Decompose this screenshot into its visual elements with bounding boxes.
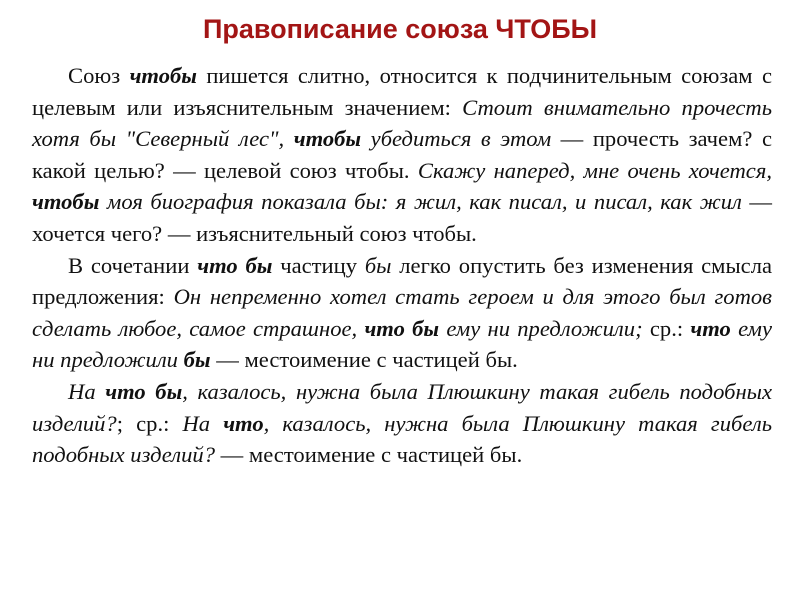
text-segment: бы [364, 252, 392, 278]
text-segment: моя биография показала бы: я жил, как писал, и писал, как жил [99, 189, 742, 215]
text-segment: Союз [68, 63, 130, 88]
paragraph-1 [32, 60, 778, 250]
text-segment: убедиться в этом [361, 126, 552, 152]
text-segment: — местоимение с частицей бы. [210, 347, 518, 373]
text-segment: что бы [364, 315, 440, 341]
text-segment: что бы [197, 252, 273, 278]
text-segment: , казалось, нужна была Плюшкину такая гибель подобных изделий? [32, 378, 778, 436]
paragraph-3 [32, 376, 778, 471]
text-segment: ; ср.: [116, 410, 183, 436]
text-segment: — местоимение с частицей бы. [215, 442, 523, 468]
text-segment: частицу [272, 252, 365, 278]
slide-body [32, 60, 778, 471]
paragraph-2 [32, 250, 778, 376]
text-segment: бы [183, 347, 211, 373]
text-segment: На [68, 378, 106, 404]
text-segment: что [690, 315, 731, 341]
text-segment: что [223, 410, 264, 436]
text-segment: , казалось, нужна была Плюшкину такая гибель подобных изделий? [32, 410, 778, 468]
text-segment: пишется слитно, относится к подчинительным союзам с целевым или изъяснительным значением: [32, 63, 778, 120]
text-segment: Стоит внимательно прочесть хотя бы "Северный лес", [32, 94, 778, 152]
slide-title: Правописание союза ЧТОБЫ [202, 14, 598, 44]
text-segment: легко опустить без изменения смысла предложения: [32, 252, 778, 310]
text-segment: В сочетании [68, 252, 198, 278]
text-segment: — прочесть зачем? с какой целью? — целевой союз чтобы. [32, 126, 778, 183]
text-segment: чтобы [32, 189, 100, 215]
text-segment: чтобы [293, 126, 362, 152]
text-segment: что бы [105, 378, 183, 404]
text-segment: На [182, 410, 224, 436]
text-segment: ему ни предложили [32, 315, 778, 373]
text-segment: чтобы [129, 63, 197, 88]
text-segment: Скажу наперед, мне очень хочется, [417, 157, 778, 183]
text-segment: Он непременно хотел стать героем и для этого был готов сделать любое, самое страшное, [32, 284, 778, 341]
text-segment: ему ни предложили; [439, 315, 643, 341]
text-segment: — хочется чего? — изъяснительный союз чтобы. [32, 189, 778, 246]
text-segment: ср.: [642, 315, 691, 341]
